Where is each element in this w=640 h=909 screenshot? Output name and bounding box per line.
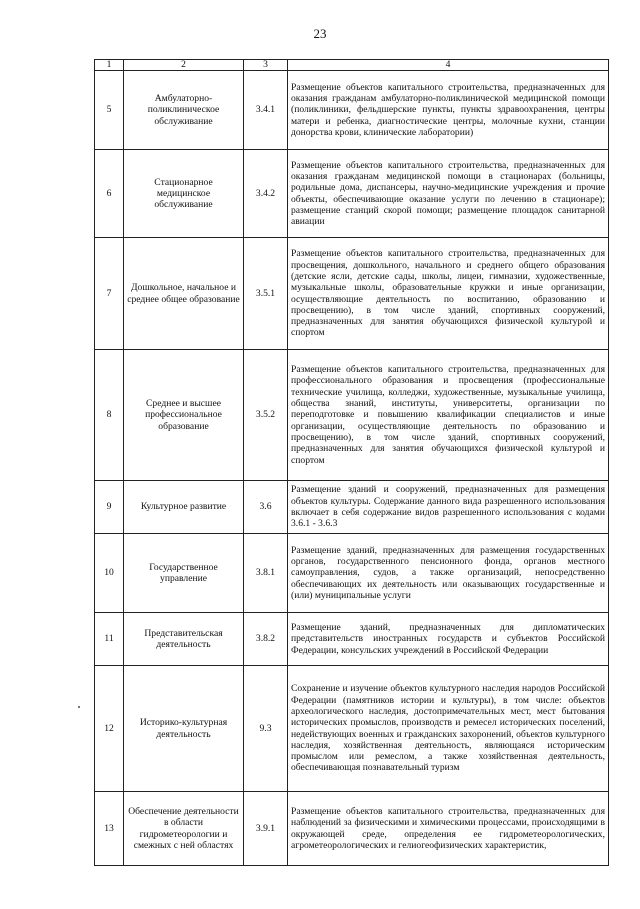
table-row bbox=[95, 613, 609, 666]
use-type-code: 3.5.2 bbox=[244, 350, 288, 481]
header-col-2: 2 bbox=[124, 60, 244, 71]
row-number: 5 bbox=[95, 71, 124, 150]
use-type-code: 3.4.2 bbox=[244, 150, 288, 238]
table-row bbox=[95, 71, 609, 150]
use-type-name: Стационарное медицинское обслуживание bbox=[124, 150, 244, 238]
use-type-code: 3.6 bbox=[244, 481, 288, 534]
land-use-table bbox=[94, 59, 609, 866]
use-type-name: Амбулаторно-поликлиническое обслуживание bbox=[124, 71, 244, 150]
row-number: 10 bbox=[95, 534, 124, 613]
table-row bbox=[95, 666, 609, 792]
row-number: 6 bbox=[95, 150, 124, 238]
use-type-description: Размещение зданий, предназначенных для размещения государственных органов, государственного пенсионного фонда, органов местного самоуправления, судов, а также организаций, непосредственно обеспечивающих их деятельность или оказывающих государственные и (или) муниципальные услуги bbox=[288, 534, 609, 613]
use-type-description: Размещение объектов капитального строительства, предназначенных для оказания гражданам амбулаторно-поликлинической медицинской помощи (поликлиники, фельдшерские пункты, пункты здравоохранения, центры матери и ребенка, диагностические центры, молочные кухни, станции донорства крови, клинические лаборатории) bbox=[288, 71, 609, 150]
use-type-description: Размещение зданий, предназначенных для дипломатических представительств иностранных государств и субъектов Российской Федерации, консульских учреждений в Российской Федерации bbox=[288, 613, 609, 666]
use-type-code: 9.3 bbox=[244, 666, 288, 792]
use-type-name: Историко-культурная деятельность bbox=[124, 666, 244, 792]
use-type-description: Размещение объектов капитального строительства, предназначенных для оказания гражданам медицинской помощи в стационарах (больницы, родильные дома, диспансеры, научно-медицинские учреждения и прочие объекты, обеспечивающие оказание услуги по лечению в стационаре); размещение станций скорой помощи; размещение площадок санитарной авиации bbox=[288, 150, 609, 238]
use-type-name: Среднее и высшее профессиональное образование bbox=[124, 350, 244, 481]
row-number: 11 bbox=[95, 613, 124, 666]
use-type-name: Обеспечение деятельности в области гидрометеорологии и смежных с ней областях bbox=[124, 792, 244, 866]
table-row bbox=[95, 350, 609, 481]
use-type-code: 3.9.1 bbox=[244, 792, 288, 866]
header-col-4: 4 bbox=[288, 60, 609, 71]
use-type-code: 3.8.2 bbox=[244, 613, 288, 666]
table-row bbox=[95, 238, 609, 350]
use-type-name: Государственное управление bbox=[124, 534, 244, 613]
row-number: 12 bbox=[95, 666, 124, 792]
use-type-code: 3.5.1 bbox=[244, 238, 288, 350]
table-row bbox=[95, 481, 609, 534]
use-type-description: Размещение объектов капитального строительства, предназначенных для наблюдений за физическими и химическими процессами, происходящими в окружающей среде, определения ее гидрометеорологических, агрометеорологических и гелиогеофизических характеристик, bbox=[288, 792, 609, 866]
row-number: 9 bbox=[95, 481, 124, 534]
page-number: 23 bbox=[313, 26, 327, 41]
use-type-description: Сохранение и изучение объектов культурного наследия народов Российской Федерации (памятников истории и культуры), в том числе: объектов археологического наследия, достопримечательных мест, мест бытования исторических промыслов, производств и ремесел исторических поселений, недействующих военных и гражданских захоронений, объектов культурного наследия, хозяйственная деятельность, являющаяся историческим промыслом или ремеслом, а также хозяйственная деятельность, обеспечивающая познавательный туризм bbox=[288, 666, 609, 792]
row-number: 13 bbox=[95, 792, 124, 866]
use-type-code: 3.4.1 bbox=[244, 71, 288, 150]
use-type-name: Дошкольное, начальное и среднее общее образование bbox=[124, 238, 244, 350]
use-type-name: Культурное развитие bbox=[124, 481, 244, 534]
use-type-name: Представительская деятельность bbox=[124, 613, 244, 666]
table-row bbox=[95, 534, 609, 613]
table-row bbox=[95, 792, 609, 866]
header-col-1: 1 bbox=[95, 60, 124, 71]
use-type-description: Размещение объектов капитального строительства, предназначенных для профессионального образования и просвещения (профессиональные технические училища, колледжи, художественные, музыкальные училища, общества знаний, институты, университеты, организации по переподготовке и повышению квалификации специалистов и иные организации, осуществляющие деятельность по образованию и просвещению), в том числе зданий, спортивных сооружений, предназначенных для занятия обучающихся физической культурой и спортом bbox=[288, 350, 609, 481]
table-row bbox=[95, 150, 609, 238]
use-type-description: Размещение зданий и сооружений, предназначенных для размещения объектов культуры. Содержание данного вида разрешенного использования включает в себя содержание видов разрешенного использования с кодами 3.6.1 - 3.6.3 bbox=[288, 481, 609, 534]
row-number: 8 bbox=[95, 350, 124, 481]
table-header-row bbox=[95, 60, 609, 71]
scan-speck bbox=[78, 706, 80, 708]
use-type-code: 3.8.1 bbox=[244, 534, 288, 613]
header-col-3: 3 bbox=[244, 60, 288, 71]
use-type-description: Размещение объектов капитального строительства, предназначенных для просвещения, дошкольного, начального и среднего общего образования (детские ясли, детские сады, школы, лицеи, гимназии, художественные, музыкальные школы, образовательные кружки и иные организации, осуществляющие деятельность по воспитанию, образованию и просвещению), в том числе зданий, спортивных сооружений, предназначенных для занятия обучающихся физической культурой и спортом bbox=[288, 238, 609, 350]
row-number: 7 bbox=[95, 238, 124, 350]
